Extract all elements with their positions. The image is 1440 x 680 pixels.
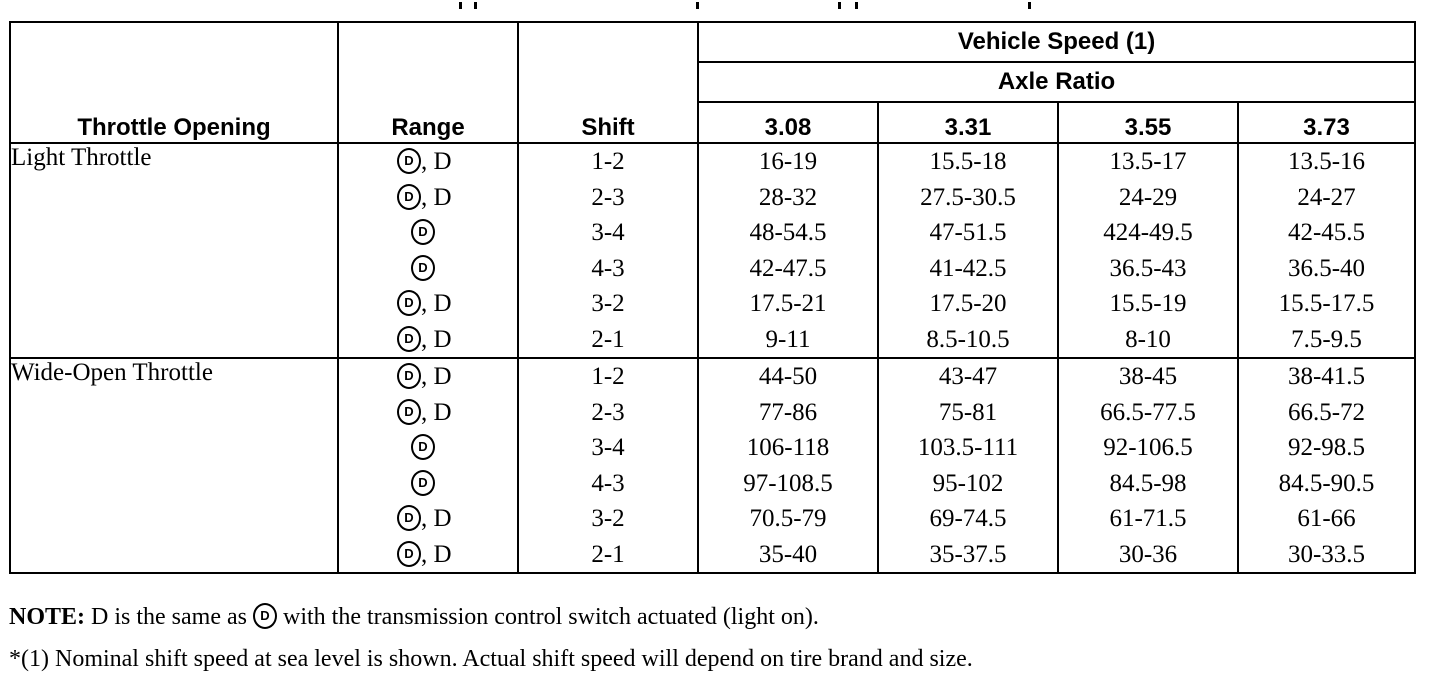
speed-value: 28-32 <box>758 183 818 211</box>
header-ratio-373: 3.73 <box>1238 102 1415 143</box>
speed-value: 84.5-90.5 <box>1278 469 1375 497</box>
circled-d-icon: D <box>411 434 435 460</box>
circled-d-icon: D <box>411 470 435 496</box>
footnote: *(1) Nominal shift speed at sea level is shown. Actual shift speed will depend on tire brand and size. <box>9 646 973 672</box>
speed-value: 15.5-17.5 <box>1278 290 1375 317</box>
speed-value: 70.5-79 <box>749 505 827 532</box>
circled-d-icon: D <box>397 363 421 389</box>
speed-value: 17.5-20 <box>929 290 1007 317</box>
range-cell <box>338 358 518 573</box>
note-label: NOTE: <box>9 604 86 630</box>
tick-mark <box>474 2 477 9</box>
range-d-label: , D <box>421 183 452 211</box>
speed-value: 24-29 <box>1118 183 1178 211</box>
speed-value: 48-54.5 <box>749 219 827 246</box>
throttle-opening-label: Wide-Open Throttle <box>11 359 213 386</box>
speed-value: 97-108.5 <box>743 469 833 497</box>
speed-value: 13.5-16 <box>1287 148 1366 175</box>
range-value <box>339 395 517 431</box>
speed-value: 106-118 <box>746 434 830 461</box>
speed-cell <box>698 143 878 358</box>
speed-value: 7.5-9.5 <box>1291 325 1362 353</box>
throttle-group-row <box>10 358 1415 573</box>
shift-cell <box>518 358 698 573</box>
speed-value: 61-66 <box>1297 505 1356 532</box>
range-value <box>339 215 517 251</box>
speed-cell <box>1058 358 1238 573</box>
speed-value: 84.5-98 <box>1109 469 1187 497</box>
circled-d-icon: D <box>397 505 421 531</box>
header-vehicle-speed: Vehicle Speed (1) <box>698 22 1415 62</box>
throttle-opening-cell <box>10 143 338 358</box>
speed-value: 41-42.5 <box>929 254 1007 282</box>
range-d-label: , D <box>421 363 452 390</box>
range-value <box>339 359 517 395</box>
table-notes <box>9 596 973 680</box>
shift-value: 2-3 <box>591 398 625 426</box>
range-value <box>339 286 517 322</box>
speed-value: 77-86 <box>758 398 818 426</box>
circled-d-icon: D <box>397 184 421 210</box>
speed-cell <box>878 143 1058 358</box>
shift-value: 1-2 <box>591 363 625 390</box>
speed-value: 61-71.5 <box>1109 505 1187 532</box>
speed-value: 103.5-111 <box>917 434 1019 461</box>
speed-value: 38-45 <box>1118 363 1178 390</box>
speed-value: 24-27 <box>1297 183 1356 211</box>
shift-value: 3-2 <box>591 505 625 532</box>
speed-value: 16-19 <box>758 148 818 175</box>
range-d-label: , D <box>421 398 452 426</box>
range-d-label: , D <box>421 505 452 532</box>
header-shift: Shift <box>518 22 698 143</box>
speed-value: 8.5-10.5 <box>926 325 1010 353</box>
shift-value: 2-1 <box>591 325 625 353</box>
speed-value: 75-81 <box>938 398 998 426</box>
header-ratio-308: 3.08 <box>698 102 878 143</box>
range-value <box>339 180 517 216</box>
shift-speed-table <box>9 21 1416 574</box>
circled-d-icon: D <box>253 603 277 629</box>
header-axle-ratio: Axle Ratio <box>698 62 1415 102</box>
circled-d-icon: D <box>397 541 421 567</box>
speed-value: 66.5-72 <box>1287 398 1366 426</box>
speed-value: 35-40 <box>758 540 818 568</box>
speed-value: 15.5-18 <box>929 148 1007 175</box>
shift-value: 3-4 <box>591 219 625 246</box>
shift-value: 4-3 <box>591 469 625 497</box>
speed-value: 27.5-30.5 <box>920 183 1016 211</box>
range-d-label: , D <box>421 540 452 568</box>
throttle-opening-cell <box>10 358 338 573</box>
speed-value: 44-50 <box>758 363 818 390</box>
range-cell <box>338 143 518 358</box>
range-d-label: , D <box>421 290 452 317</box>
note-line <box>9 596 973 638</box>
speed-value: 8-10 <box>1125 325 1171 353</box>
circled-d-icon: D <box>397 290 421 316</box>
speed-value: 15.5-19 <box>1109 290 1187 317</box>
speed-value: 36.5-40 <box>1287 254 1366 282</box>
range-value <box>339 537 517 573</box>
range-value <box>339 501 517 537</box>
tick-mark <box>855 2 858 9</box>
range-value <box>339 322 517 358</box>
speed-value: 43-47 <box>938 363 998 390</box>
header-ratio-355: 3.55 <box>1058 102 1238 143</box>
circled-d-icon: D <box>397 326 421 352</box>
speed-value: 42-45.5 <box>1287 219 1366 246</box>
speed-cell <box>1058 143 1238 358</box>
speed-value: 92-98.5 <box>1287 434 1366 461</box>
speed-value: 95-102 <box>932 469 1004 497</box>
speed-cell <box>698 358 878 573</box>
range-value <box>339 144 517 180</box>
speed-value: 17.5-21 <box>749 290 827 317</box>
tick-mark <box>696 2 699 9</box>
shift-value: 1-2 <box>591 148 625 175</box>
speed-value: 47-51.5 <box>929 219 1007 246</box>
shift-value: 2-3 <box>591 183 625 211</box>
header-ratio-331: 3.31 <box>878 102 1058 143</box>
speed-value: 92-106.5 <box>1103 434 1193 461</box>
speed-value: 424-49.5 <box>1103 219 1193 246</box>
throttle-group-row <box>10 143 1415 358</box>
header-throttle-opening: Throttle Opening <box>10 22 338 143</box>
speed-value: 30-36 <box>1118 540 1178 568</box>
speed-value: 13.5-17 <box>1109 148 1187 175</box>
speed-value: 38-41.5 <box>1287 363 1366 390</box>
note-text-before: D is the same as <box>85 604 253 630</box>
circled-d-icon: D <box>397 399 421 425</box>
circled-d-icon: D <box>411 219 435 245</box>
speed-value: 42-47.5 <box>749 254 827 282</box>
range-value <box>339 251 517 287</box>
shift-value: 3-2 <box>591 290 625 317</box>
circled-d-icon: D <box>411 255 435 281</box>
scan-tick-marks <box>0 0 1440 12</box>
circled-d-icon: D <box>397 148 421 174</box>
range-value <box>339 466 517 502</box>
shift-value: 3-4 <box>591 434 625 461</box>
tick-mark <box>459 2 462 9</box>
header-range: Range <box>338 22 518 143</box>
speed-value: 36.5-43 <box>1109 254 1187 282</box>
speed-value: 66.5-77.5 <box>1100 398 1196 426</box>
tick-mark <box>1028 2 1031 9</box>
range-d-label: , D <box>421 325 452 353</box>
range-value <box>339 430 517 466</box>
shift-value: 4-3 <box>591 254 625 282</box>
shift-value: 2-1 <box>591 540 625 568</box>
speed-value: 9-11 <box>765 325 811 353</box>
speed-cell <box>878 358 1058 573</box>
range-d-label: , D <box>421 148 452 175</box>
speed-cell <box>1238 143 1415 358</box>
speed-value: 69-74.5 <box>929 505 1007 532</box>
speed-cell <box>1238 358 1415 573</box>
speed-value: 35-37.5 <box>929 540 1007 568</box>
speed-value: 30-33.5 <box>1287 540 1366 568</box>
throttle-opening-label: Light Throttle <box>11 144 152 171</box>
tick-mark <box>838 2 841 9</box>
shift-cell <box>518 143 698 358</box>
note-text-after: with the transmission control switch actuated (light on). <box>276 604 819 630</box>
